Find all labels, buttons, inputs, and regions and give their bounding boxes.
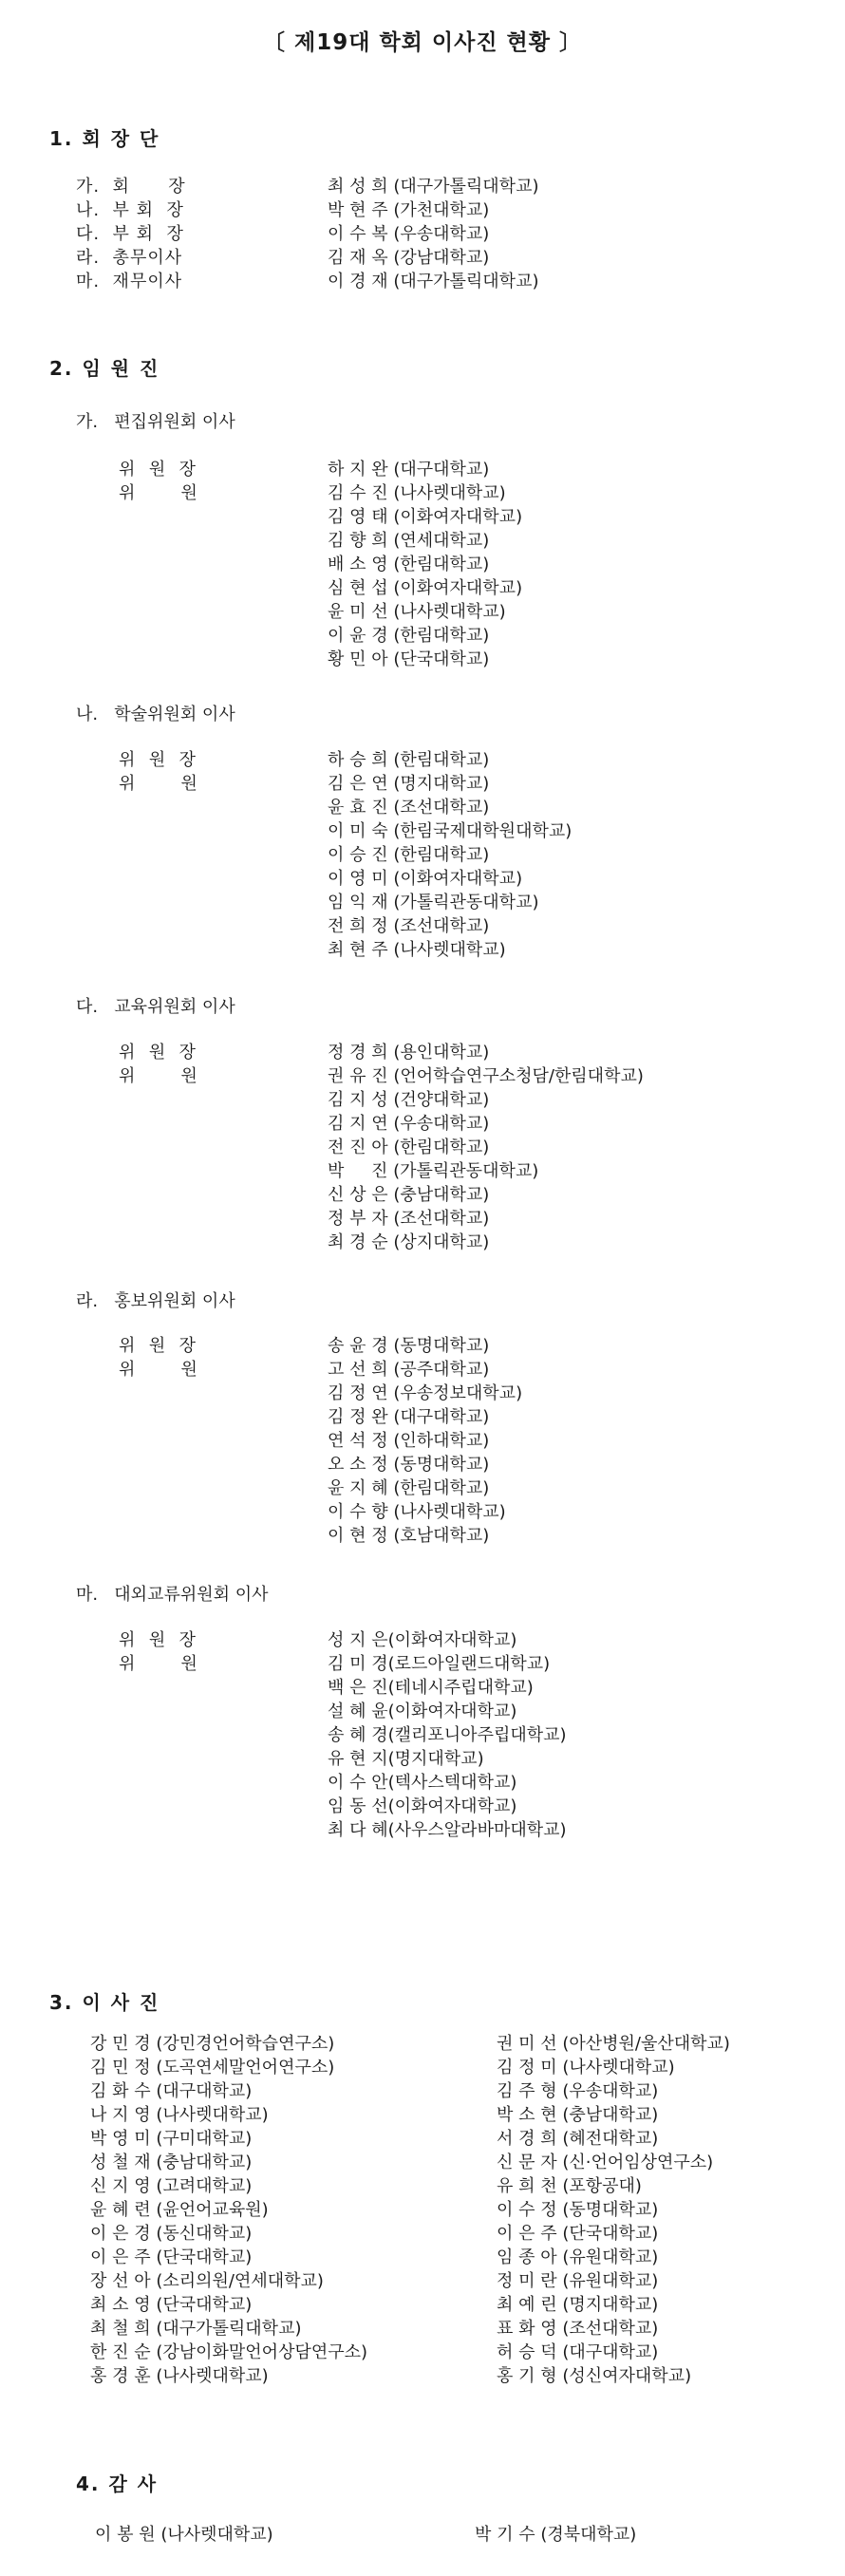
director-right: 허 승 덕 (대구대학교) [497,2342,659,2362]
committee-member: 송 윤 경 (동명대학교) [328,1336,490,1356]
director-left: 박 영 미 (구미대학교) [90,2129,253,2149]
leadership-label: 가. 회 장 [76,177,186,197]
leadership-label: 다. 부 회 장 [76,224,184,244]
committee-member: 전 진 아 (한림대학교) [328,1138,490,1157]
committee-heading: 나. 학술위원회 이사 [76,705,235,724]
director-left: 장 선 아 (소리의원/연세대학교) [90,2271,324,2291]
director-left: 성 철 재 (충남대학교) [90,2153,253,2172]
director-left: 나 지 영 (나사렛대학교) [90,2105,269,2125]
chair-role-label: 위 원 장 [119,1043,197,1062]
committee-heading: 마. 대외교류위원회 이사 [76,1585,269,1605]
section-heading-officers: 2. 임 원 진 [49,357,160,380]
committee-member: 김 지 성 (건양대학교) [328,1090,490,1110]
committee-member: 성 지 은(이화여자대학교) [328,1630,517,1650]
committee-member: 윤 미 선 (나사렛대학교) [328,602,506,622]
chair-role-label: 위 원 장 [119,750,197,770]
leadership-label: 나. 부 회 장 [76,200,184,220]
committee-member: 오 소 정 (동명대학교) [328,1455,490,1475]
section-heading-auditors: 4. 감 사 [76,2473,159,2495]
committee-member: 김 수 진 (나사렛대학교) [328,483,506,503]
committee-member: 최 다 혜(사우스알라바마대학교) [328,1820,567,1840]
director-left: 최 소 영 (단국대학교) [90,2295,253,2315]
committee-member: 김 정 연 (우송정보대학교) [328,1383,523,1403]
director-right: 홍 기 형 (성신여자대학교) [497,2366,692,2386]
committee-member: 김 은 연 (명지대학교) [328,774,490,794]
director-right: 김 정 미 (나사렛대학교) [497,2058,675,2078]
page-title: 〔 제19대 학회 이사진 현황 〕 [262,30,582,55]
director-left: 최 철 희 (대구가톨릭대학교) [90,2319,302,2339]
director-right: 표 화 영 (조선대학교) [497,2319,659,2339]
committee-heading: 가. 편집위원회 이사 [76,412,235,432]
committee-member: 고 선 희 (공주대학교) [328,1360,490,1380]
committee-member: 이 미 숙 (한림국제대학원대학교) [328,821,573,841]
chair-role-label: 위 원 장 [119,1630,197,1650]
committee-member: 황 민 아 (단국대학교) [328,649,490,669]
committee-member: 박 진 (가톨릭관동대학교) [328,1161,539,1181]
committee-member: 이 수 향 (나사렛대학교) [328,1502,506,1522]
committee-member: 심 현 섭 (이화여자대학교) [328,578,523,598]
director-right: 유 희 천 (포항공대) [497,2176,642,2196]
committee-member: 이 수 안(텍사스텍대학교) [328,1773,517,1793]
director-left: 홍 경 훈 (나사렛대학교) [90,2366,269,2386]
committee-member: 정 부 자 (조선대학교) [328,1209,490,1229]
committee-heading: 다. 교육위원회 이사 [76,997,235,1017]
director-left: 김 민 정 (도곡연세말언어연구소) [90,2058,335,2078]
auditor-right: 박 기 수 (경북대학교) [475,2525,637,2545]
leadership-label: 마. 재무이사 [76,272,183,291]
chair-role-label: 위 원 장 [119,460,197,479]
director-right: 최 예 린 (명지대학교) [497,2295,659,2315]
committee-member: 윤 지 혜 (한림대학교) [328,1478,490,1498]
committee-member: 최 현 주 (나사렛대학교) [328,940,506,960]
section-heading-directors: 3. 이 사 진 [49,1991,160,2014]
director-right: 서 경 희 (혜전대학교) [497,2129,659,2149]
committee-member: 하 지 완 (대구대학교) [328,460,490,479]
committee-member: 연 석 정 (인하대학교) [328,1431,490,1451]
committee-heading: 라. 홍보위원회 이사 [76,1291,235,1311]
director-left: 윤 혜 련 (윤언어교육원) [90,2200,269,2220]
leadership-value: 박 현 주 (가천대학교) [328,200,490,220]
committee-member: 임 익 재 (가톨릭관동대학교) [328,893,539,912]
member-role-label: 위 원 [119,1066,198,1086]
committee-member: 유 현 지(명지대학교) [328,1749,484,1769]
committee-member: 송 혜 경(캘리포니아주립대학교) [328,1725,567,1745]
committee-member: 하 승 희 (한림대학교) [328,750,490,770]
director-left: 김 화 수 (대구대학교) [90,2081,253,2101]
committee-member: 설 혜 윤(이화여자대학교) [328,1702,517,1721]
committee-member: 김 정 완 (대구대학교) [328,1407,490,1427]
committee-member: 윤 효 진 (조선대학교) [328,798,490,818]
committee-member: 권 유 진 (언어학습연구소청담/한림대학교) [328,1066,644,1086]
director-left: 강 민 경 (강민경언어학습연구소) [90,2034,335,2054]
director-right: 이 수 정 (동명대학교) [497,2200,659,2220]
committee-member: 김 미 경(로드아일랜드대학교) [328,1654,551,1674]
director-right: 임 종 아 (유원대학교) [497,2247,659,2267]
leadership-value: 이 경 재 (대구가톨릭대학교) [328,272,539,291]
committee-member: 전 희 정 (조선대학교) [328,916,490,936]
member-role-label: 위 원 [119,1360,198,1380]
committee-member: 배 소 영 (한림대학교) [328,555,490,574]
committee-member: 이 승 진 (한림대학교) [328,845,490,865]
committee-member: 김 지 연 (우송대학교) [328,1114,490,1134]
director-left: 신 지 영 (고려대학교) [90,2176,253,2196]
member-role-label: 위 원 [119,1654,198,1674]
committee-member: 이 영 미 (이화여자대학교) [328,869,523,889]
committee-member: 신 상 은 (충남대학교) [328,1185,490,1205]
committee-member: 김 영 태 (이화여자대학교) [328,507,523,527]
leadership-value: 이 수 복 (우송대학교) [328,224,490,244]
committee-member: 최 경 순 (상지대학교) [328,1232,490,1252]
director-right: 신 문 자 (신·언어임상연구소) [497,2153,714,2172]
director-right: 김 주 형 (우송대학교) [497,2081,659,2101]
committee-member: 이 현 정 (호남대학교) [328,1526,490,1546]
director-left: 한 진 순 (강남이화말언어상담연구소) [90,2342,368,2362]
leadership-value: 김 재 옥 (강남대학교) [328,248,490,268]
auditor-left: 이 봉 원 (나사렛대학교) [95,2525,273,2545]
member-role-label: 위 원 [119,774,198,794]
director-right: 이 은 주 (단국대학교) [497,2224,659,2244]
director-right: 정 미 란 (유원대학교) [497,2271,659,2291]
committee-member: 임 동 선(이화여자대학교) [328,1796,517,1816]
director-right: 박 소 현 (충남대학교) [497,2105,659,2125]
committee-member: 김 향 희 (연세대학교) [328,531,490,551]
chair-role-label: 위 원 장 [119,1336,197,1356]
committee-member: 백 은 진(테네시주립대학교) [328,1678,534,1698]
director-left: 이 은 경 (동신대학교) [90,2224,253,2244]
section-heading-leadership: 1. 회 장 단 [49,127,160,150]
leadership-label: 라. 총무이사 [76,248,183,268]
director-right: 권 미 선 (아산병원/울산대학교) [497,2034,730,2054]
leadership-value: 최 성 희 (대구가톨릭대학교) [328,177,539,197]
director-left: 이 은 주 (단국대학교) [90,2247,253,2267]
member-role-label: 위 원 [119,483,198,503]
committee-member: 정 경 희 (용인대학교) [328,1043,490,1062]
committee-member: 이 윤 경 (한림대학교) [328,626,490,646]
